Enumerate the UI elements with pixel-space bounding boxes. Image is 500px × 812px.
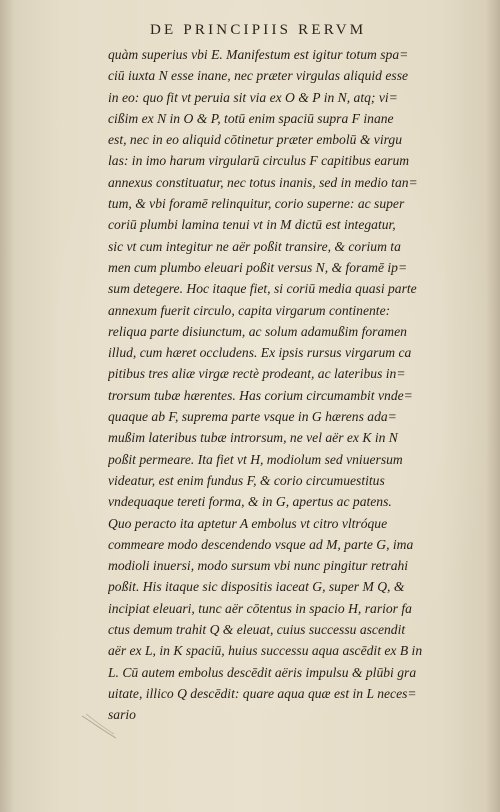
text-line: videatur, est enim fundus F, & corio circumuestitus [108, 472, 385, 488]
text-line: mußim lateribus tubæ introrsum, ne vel aër ex K in N [108, 430, 398, 446]
text-line: poßit. His itaque sic dispositis iaceat G, super M Q, & [108, 579, 405, 595]
text-line: commeare modo descendendo vsque ad M, parte G, ima [108, 536, 414, 552]
text-line: est, nec in eo aliquid cōtinetur præter embolū & virgu [108, 132, 402, 148]
text-line: quaque ab F, suprema parte vsque in G hærens ada= [108, 409, 397, 425]
text-line: aër ex L, in K spaciū, huius successu aqua ascēdit ex B in [108, 643, 423, 659]
pen-stroke-mark [80, 712, 120, 742]
text-line: reliqua parte disiunctum, ac solum adamußim foramen [108, 323, 407, 339]
text-line: sario [108, 707, 136, 723]
running-head: DE PRINCIPIIS RERVM [150, 22, 367, 38]
text-line: annexum fuerit circulo, capita virgarum continente: [108, 302, 391, 318]
text-line: annexus constituatur, nec totus inanis, sed in medio tan= [108, 174, 418, 190]
text-line: men cum plumbo eleuari poßit versus N, & foramē ip= [108, 259, 408, 275]
text-line: coriū plumbi lamina tenui vt in M dictū est integatur, [108, 217, 396, 233]
text-line: Quo peracto ita aptetur A embolus vt citro vltróque [108, 515, 388, 531]
text-line: ciū iuxta N esse inane, nec præter virgulas aliquid esse [108, 68, 409, 84]
text-line: poßit permeare. Ita fiet vt H, modiolum sed vniuersum [108, 451, 403, 467]
text-line: vndequaque tereti forma, & in G, apertus ac patens. [108, 494, 392, 510]
text-line: tum, & vbi foramē relinquitur, corio superne: ac super [108, 196, 405, 212]
text-line: quàm superius vbi E. Manifestum est igitur totum spa= [108, 47, 409, 62]
body-text [108, 44, 468, 726]
text-line: sum detegere. Hoc itaque fiet, si coriū media quasi parte [108, 281, 417, 297]
text-line: sic vt cum integitur ne aër poßit transire, & corium ta [108, 238, 401, 254]
text-line: illud, cum hæret occludens. Ex ipsis rursus virgarum ca [108, 345, 412, 361]
text-line: L. Cū autem embolus descēdit aëris impulsu & plūbi gra [108, 664, 417, 680]
text-line: cißim ex N in O & P, totū enim spaciū supra F inane [108, 110, 394, 126]
page-edge-left [0, 0, 14, 812]
text-line: in eo: quo fit vt peruia sit via ex O & P in N, atq; vi= [108, 89, 398, 105]
text-line: pitibus tres aliæ virgæ rectè prodeant, ac lateribus in= [108, 366, 406, 382]
text-line: incipiat eleuari, tunc aër cōtentus in spacio H, rarior fa [108, 600, 412, 616]
page-edge-right [486, 0, 500, 812]
text-line: modioli inuersi, modo sursum vbi nunc pingitur retrahi [108, 558, 409, 574]
text-line: uitate, illico Q descēdit: quare aqua quæ est in L neces= [108, 685, 417, 701]
text-line: trorsum tubæ hærentes. Has corium circumambit vnde= [108, 387, 413, 403]
text-line: ctus demum trahit Q & eleuat, cuius successu ascendit [108, 622, 406, 638]
text-line: las: in imo harum virgularū circulus F capitibus earum [108, 153, 410, 169]
